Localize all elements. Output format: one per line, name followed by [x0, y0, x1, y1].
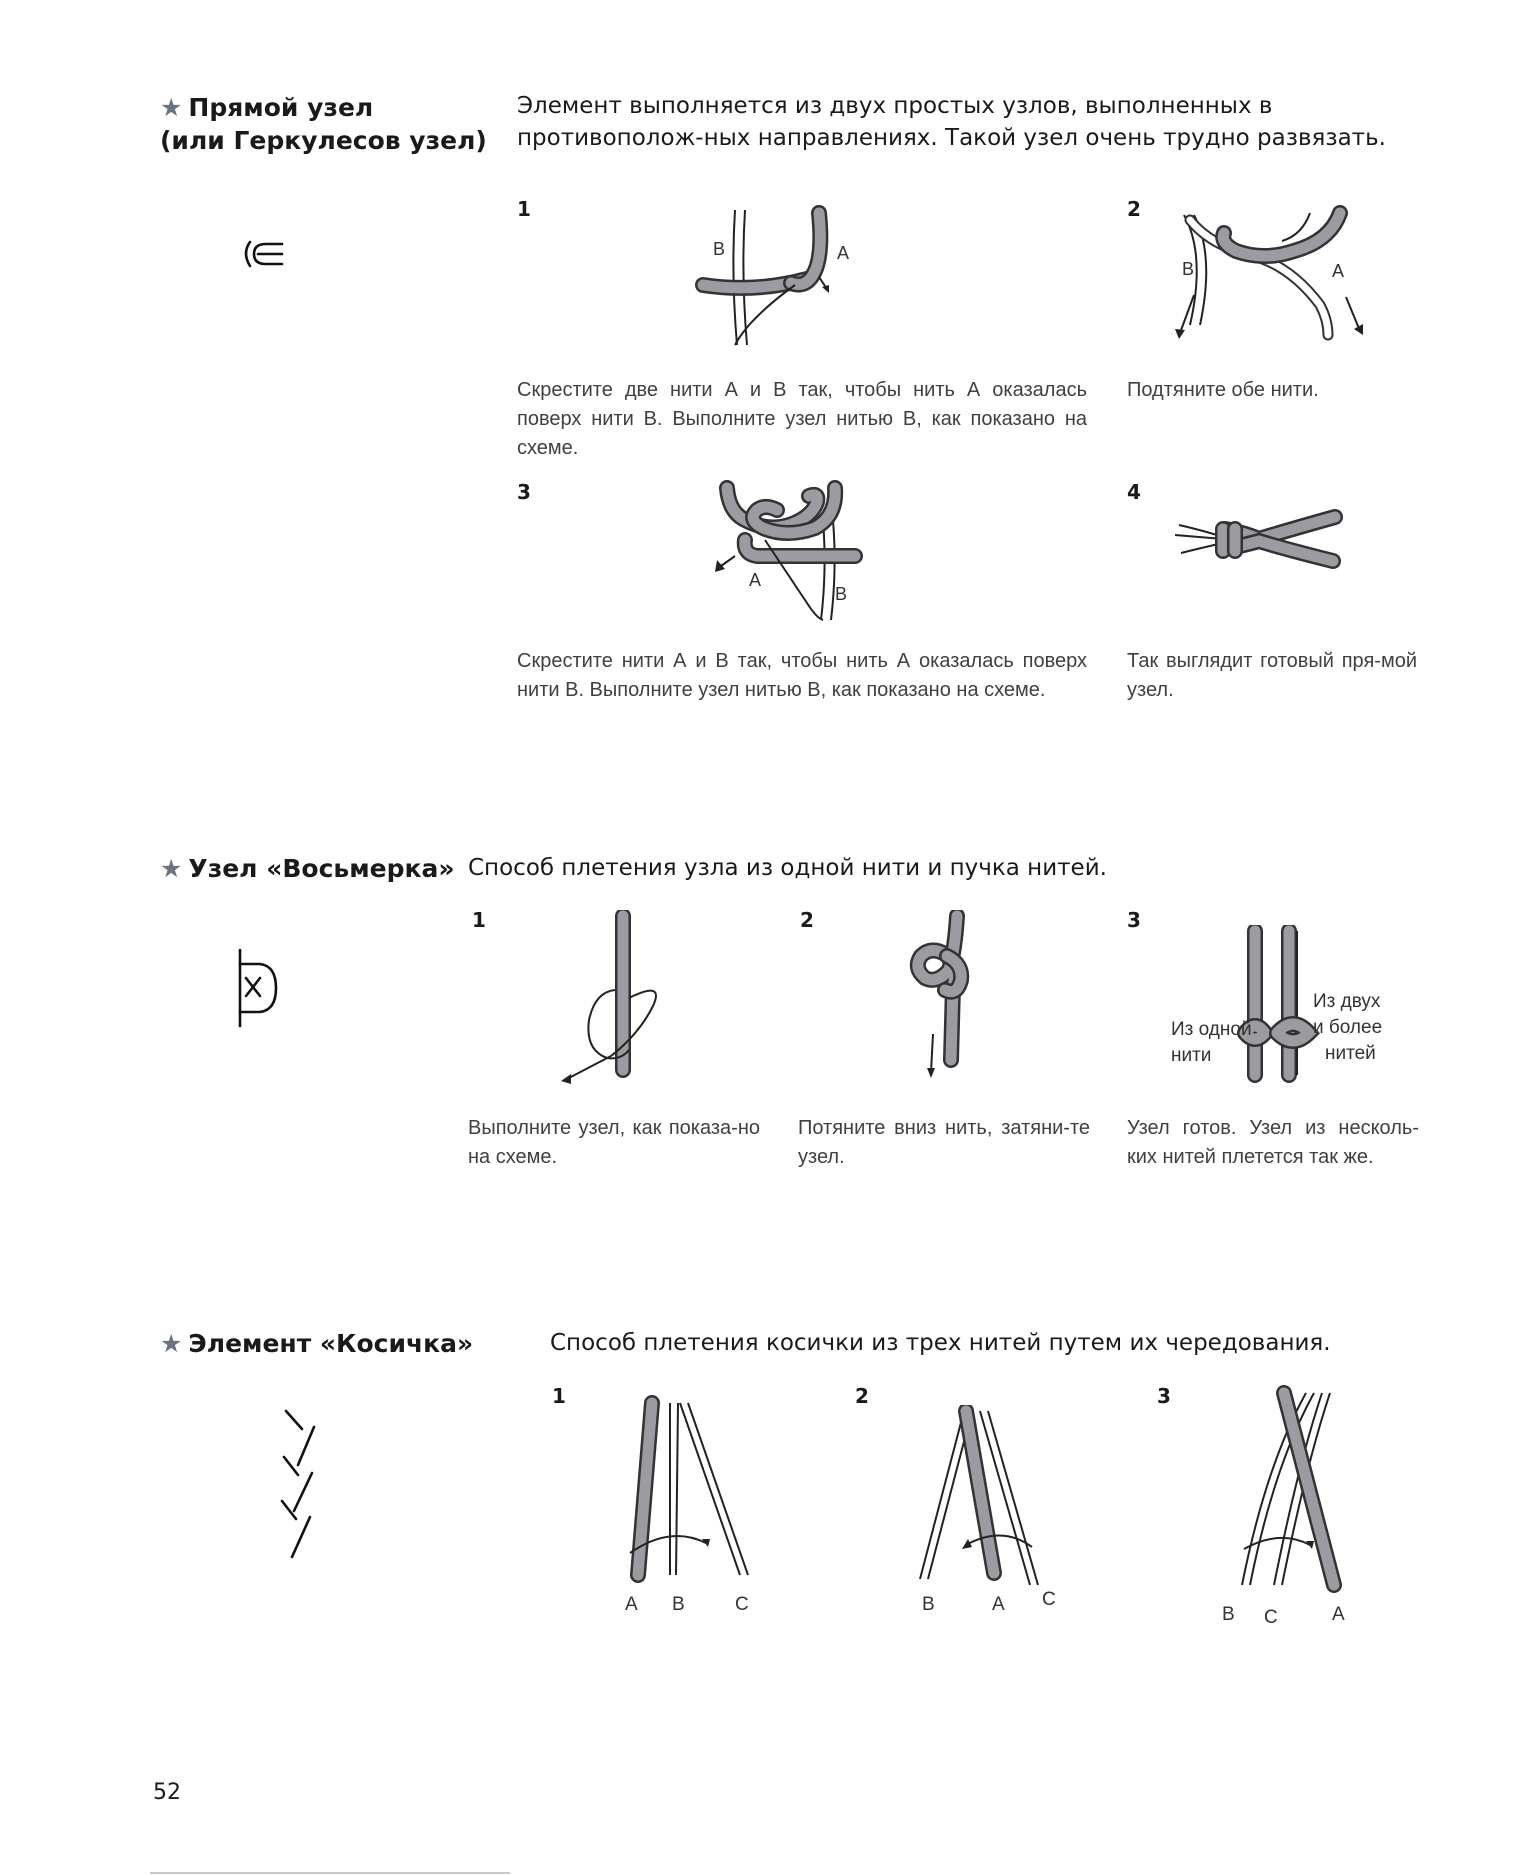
page-number: 52 [153, 1780, 181, 1805]
step-number: 4 [1127, 480, 1141, 504]
square-knot-intro: Элемент выполняется из двух простых узлов, выполненных в противополож-ных направлениях. Такой узел очень трудно развязать. [517, 93, 1386, 151]
figure-eight-step3-diagram [1165, 925, 1400, 1085]
step-number: 1 [552, 1384, 566, 1408]
svg-text:C: C [1264, 1607, 1278, 1628]
svg-text:Из одной нити: Из одной нити [1171, 1019, 1252, 1066]
bottom-rule [150, 1872, 510, 1874]
step-caption: Подтяните обе нити. [1127, 379, 1319, 401]
figure-eight-intro: Способ плетения узла из одной нити и пучка нитей. [468, 855, 1107, 881]
step-caption: Потяните вниз нить, затяни-те узел. [798, 1117, 1090, 1168]
star-icon: ★ [160, 1329, 183, 1358]
step-caption: Так выглядит готовый пря-мой узел. [1127, 650, 1417, 701]
braid-step2-diagram [910, 1405, 1070, 1630]
braid-step3-diagram [1210, 1385, 1375, 1630]
step-number: 1 [472, 908, 486, 932]
square-knot-subtitle: (или Геркулесов узел) [160, 126, 487, 155]
braid-intro: Способ плетения косички из трех нитей путем их чередования. [550, 1330, 1331, 1356]
svg-text:A: A [625, 1594, 638, 1615]
svg-text:Из двух и более нитей: Из двух и более нитей [1313, 991, 1383, 1064]
figure-eight-symbol-icon [232, 948, 282, 1028]
figure-eight-title: ★ Узел «Восьмерка» [160, 854, 455, 883]
star-icon: ★ [160, 93, 183, 122]
square-knot-step1-diagram [695, 205, 865, 350]
star-icon: ★ [160, 854, 183, 883]
svg-text:A: A [992, 1594, 1005, 1615]
svg-text:A: A [1332, 1604, 1345, 1625]
svg-text:B: B [835, 584, 848, 604]
svg-text:B: B [1182, 259, 1195, 279]
braid-step1-diagram [610, 1395, 775, 1625]
square-knot-title: ★ Прямой узел [160, 93, 374, 122]
figure-eight-step1-diagram [555, 910, 685, 1085]
svg-text:C: C [1042, 1589, 1056, 1610]
svg-text:B: B [672, 1594, 685, 1615]
step-number: 1 [517, 197, 531, 221]
svg-text:C: C [735, 1594, 749, 1615]
step-number: 3 [1157, 1384, 1171, 1408]
square-knot-step4-diagram [1175, 505, 1345, 575]
svg-text:A: A [1332, 261, 1345, 281]
figure-eight-step2-diagram [895, 910, 1005, 1085]
svg-text:A: A [749, 570, 762, 590]
svg-text:A: A [837, 243, 850, 263]
step-number: 3 [517, 480, 531, 504]
square-knot-step2-diagram [1160, 205, 1380, 345]
svg-text:B: B [1222, 1604, 1235, 1625]
step-number: 3 [1127, 908, 1141, 932]
step-number: 2 [800, 908, 814, 932]
step-number: 2 [855, 1384, 869, 1408]
step-caption: Скрестите нити А и В так, чтобы нить А оказалась поверх нити В. Выполните узел нитью В, как показано на схеме. [517, 650, 1087, 701]
braid-symbol-icon [272, 1405, 332, 1570]
braid-title: ★ Элемент «Косичка» [160, 1329, 474, 1358]
step-caption: Скрестите две нити А и В так, чтобы нить А оказалась поверх нити В. Выполните узел нитью В, как показано на схеме. [517, 379, 1087, 459]
svg-text:B: B [713, 239, 726, 259]
square-knot-step3-diagram [705, 480, 875, 630]
step-caption: Узел готов. Узел из несколь-ких нитей плетется так же. [1127, 1117, 1419, 1168]
step-number: 2 [1127, 197, 1141, 221]
svg-text:B: B [922, 1594, 935, 1615]
square-knot-symbol-icon [240, 238, 285, 270]
step-caption: Выполните узел, как показа-но на схеме. [468, 1117, 760, 1168]
